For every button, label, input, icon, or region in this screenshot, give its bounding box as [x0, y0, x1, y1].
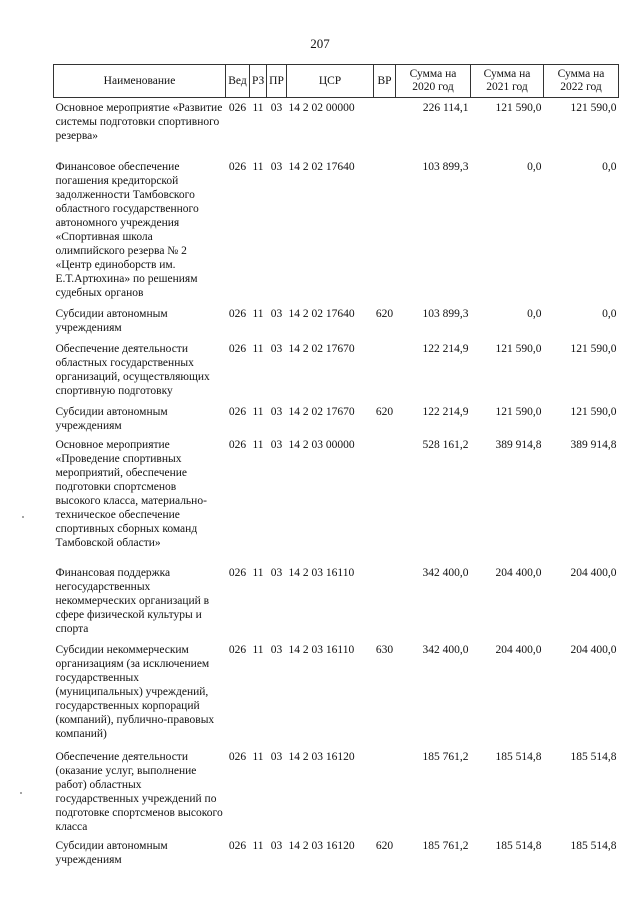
cell-csr: 14 2 02 00000 [288, 102, 355, 114]
cell-vr [374, 744, 396, 837]
cell-sum-2020: 122 214,9 [422, 343, 469, 355]
cell-rz: 11 [252, 406, 264, 418]
cell-csr: 14 2 03 00000 [288, 439, 355, 451]
cell-sum-2020: 103 899,3 [422, 161, 469, 173]
cell-csr: 14 2 02 17670 [288, 343, 355, 355]
cell-sum-2020: 226 114,1 [422, 102, 469, 114]
cell-sum-2021: 389 914,8 [495, 439, 542, 451]
cell-sum-2022: 185 514,8 [570, 840, 617, 852]
cell-ved: 026 [228, 644, 247, 656]
header-rz: РЗ [250, 65, 267, 98]
page-number: 207 [310, 36, 330, 51]
header-sum-2022: Сумма на 2022 год [544, 65, 619, 98]
cell-pr: 03 [270, 439, 283, 451]
header-pr: ПР [267, 65, 287, 98]
cell-vr: 620 [375, 308, 394, 320]
cell-vr: 630 [375, 644, 394, 656]
cell-name: Обеспечение деятельности (оказание услуг, выполнение работ) областных государственных учреждений по подготовке спортсменов высокого класса [55, 751, 223, 833]
cell-pr: 03 [270, 567, 283, 579]
header-sum-2021: Сумма на 2021 год [471, 65, 544, 98]
cell-sum-2020: 342 400,0 [422, 644, 469, 656]
cell-sum-2022: 0,0 [602, 161, 617, 173]
cell-rz: 11 [252, 102, 264, 114]
cell-name: Субсидии автономным учреждениям [55, 406, 168, 432]
cell-csr: 14 2 03 16110 [288, 567, 355, 579]
cell-sum-2020: 528 161,2 [422, 439, 469, 451]
cell-sum-2022: 0,0 [602, 308, 617, 320]
cell-name: Субсидии автономным учреждениям [55, 308, 168, 334]
cell-pr: 03 [270, 102, 283, 114]
cell-sum-2020: 185 761,2 [422, 840, 469, 852]
header-ved: Вед [226, 65, 250, 98]
cell-pr: 03 [270, 644, 283, 656]
cell-ved: 026 [228, 567, 247, 579]
table-row [54, 553, 619, 639]
cell-csr: 14 2 03 16120 [288, 751, 355, 763]
cell-pr: 03 [270, 840, 283, 852]
cell-rz: 11 [252, 343, 264, 355]
cell-vr: 620 [375, 406, 394, 418]
cell-rz: 11 [252, 751, 264, 763]
cell-pr: 03 [270, 406, 283, 418]
cell-sum-2020: 122 214,9 [422, 406, 469, 418]
table-row [54, 98, 619, 147]
cell-csr: 14 2 02 17670 [288, 406, 355, 418]
cell-name: Обеспечение деятельности областных государственных организаций, осуществляющих спортивную подготовку [55, 343, 210, 397]
header-sum-2020: Сумма на 2020 год [396, 65, 471, 98]
table-body [54, 98, 619, 871]
cell-sum-2021: 0,0 [527, 308, 542, 320]
cell-csr: 14 2 02 17640 [288, 308, 355, 320]
cell-sum-2020: 185 761,2 [422, 751, 469, 763]
cell-rz: 11 [252, 644, 264, 656]
cell-name: Субсидии некоммерческим организациям (за исключением государственных (муниципальных) учреждений, государственных корпораций (компаний), публично-правовых компаний) [55, 644, 215, 740]
scan-speck [20, 792, 22, 794]
cell-csr: 14 2 02 17640 [288, 161, 355, 173]
cell-sum-2020: 342 400,0 [422, 567, 469, 579]
cell-pr: 03 [270, 308, 283, 320]
header-vr: ВР [374, 65, 396, 98]
cell-sum-2021: 204 400,0 [495, 567, 542, 579]
cell-ved: 026 [228, 161, 247, 173]
cell-pr: 03 [270, 343, 283, 355]
table-row [54, 744, 619, 837]
cell-rz: 11 [252, 161, 264, 173]
cell-vr [374, 553, 396, 639]
cell-sum-2022: 185 514,8 [570, 751, 617, 763]
table-header-row [54, 65, 619, 98]
cell-name: Финансовая поддержка негосударственных некоммерческих организаций в сфере физической культуры и спорта [55, 567, 210, 635]
cell-sum-2021: 121 590,0 [495, 406, 542, 418]
header-csr: ЦСР [287, 65, 374, 98]
cell-sum-2021: 0,0 [527, 161, 542, 173]
cell-sum-2022: 121 590,0 [570, 406, 617, 418]
cell-vr: 620 [375, 840, 394, 852]
cell-pr: 03 [270, 161, 283, 173]
cell-vr [374, 436, 396, 553]
table-row [54, 338, 619, 401]
cell-name: Основное мероприятие «Развитие системы подготовки спортивного резерва» [55, 102, 223, 142]
cell-rz: 11 [252, 567, 264, 579]
cell-ved: 026 [228, 343, 247, 355]
cell-sum-2021: 185 514,8 [495, 751, 542, 763]
cell-ved: 026 [228, 751, 247, 763]
table-row [54, 401, 619, 436]
cell-sum-2022: 204 400,0 [570, 644, 617, 656]
cell-vr [374, 146, 396, 303]
table-row [54, 639, 619, 744]
cell-sum-2020: 103 899,3 [422, 308, 469, 320]
budget-table [53, 64, 619, 870]
table-row [54, 837, 619, 870]
scan-speck [22, 516, 24, 518]
cell-pr: 03 [270, 751, 283, 763]
cell-rz: 11 [252, 308, 264, 320]
cell-ved: 026 [228, 102, 247, 114]
cell-name: Финансовое обеспечение погашения кредиторской задолженности Тамбовского областного государственного автономного учреждения «Спортивная школа олимпийского резерва № 2 «Центр единоборств им. Е.Т.Артюхина» по решениям судебных органов [55, 161, 199, 299]
cell-sum-2022: 121 590,0 [570, 102, 617, 114]
cell-csr: 14 2 03 16110 [288, 644, 355, 656]
cell-sum-2022: 121 590,0 [570, 343, 617, 355]
cell-sum-2021: 204 400,0 [495, 644, 542, 656]
cell-sum-2021: 121 590,0 [495, 102, 542, 114]
cell-rz: 11 [252, 439, 264, 451]
table-row [54, 303, 619, 338]
cell-csr: 14 2 03 16120 [288, 840, 355, 852]
cell-vr [374, 338, 396, 401]
header-name: Наименование [54, 65, 226, 98]
cell-name: Субсидии автономным учреждениям [55, 840, 168, 866]
cell-ved: 026 [228, 840, 247, 852]
cell-sum-2022: 389 914,8 [570, 439, 617, 451]
cell-ved: 026 [228, 439, 247, 451]
table-row [54, 436, 619, 553]
cell-sum-2021: 121 590,0 [495, 343, 542, 355]
cell-name: Основное мероприятие «Проведение спортивных мероприятий, обеспечение подготовки спортсменов высокого класса, материально-техническое обеспечение спортивных сборных команд Тамбовской области» [55, 439, 207, 549]
cell-vr [374, 98, 396, 147]
table-row [54, 146, 619, 303]
cell-ved: 026 [228, 406, 247, 418]
cell-rz: 11 [252, 840, 264, 852]
cell-sum-2021: 185 514,8 [495, 840, 542, 852]
cell-ved: 026 [228, 308, 247, 320]
cell-sum-2022: 204 400,0 [570, 567, 617, 579]
